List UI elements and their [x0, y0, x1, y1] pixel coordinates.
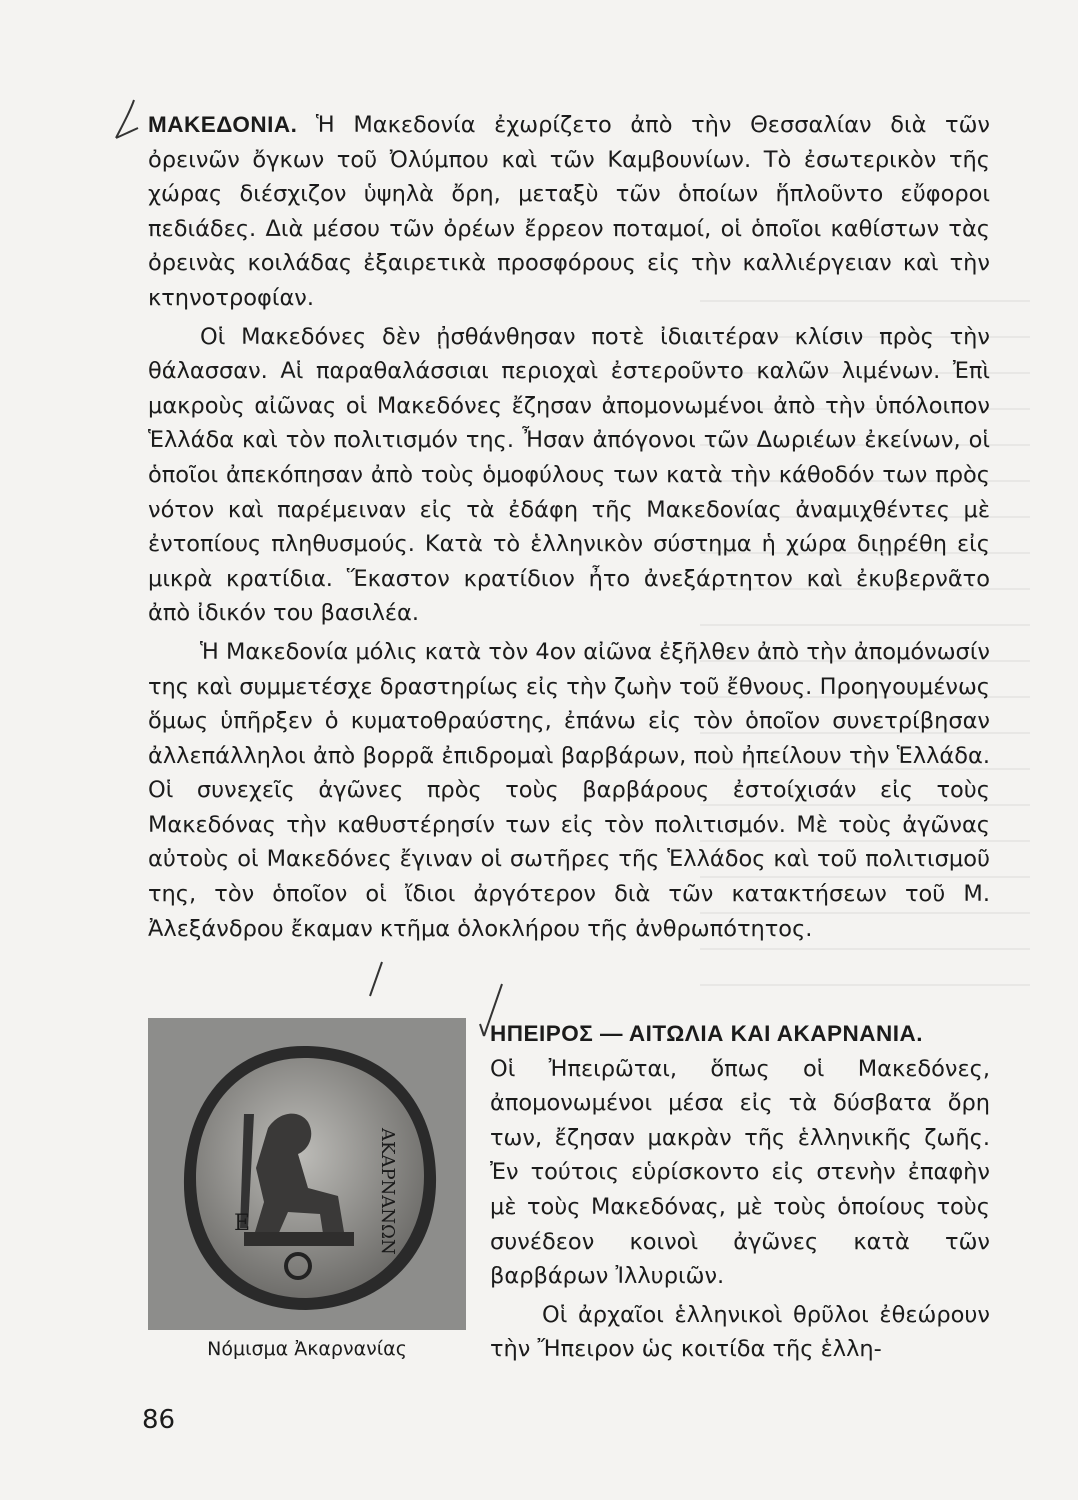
- coin-photo: [148, 1018, 466, 1330]
- epirus-section: [490, 1017, 990, 1371]
- section-heading-macedonia: ΜΑΚΕΔΟΝΙΑ.: [148, 112, 298, 137]
- coin-illustration: [148, 1018, 466, 1330]
- macedonia-paragraph-3: Ἡ Μακεδονία μόλις κατὰ τὸν 4ον αἰῶνα ἐξῆλθεν ἀπὸ τὴν ἀπομόνωσίν της καὶ συμμετέσχε δραστηρίως εἰς τὴν ζωὴν τοῦ ἔθνους. Προηγουμένως ὅμως ὑπῆρξεν ὁ κυματοθραύστης, ἐπάνω εἰς τὸν ὁποῖον συνετρίβησαν ἀλλεπάλληλοι ἀπὸ βορρᾶ ἐπιδρομαὶ βαρβάρων, ποὺ ἠπείλουν τὴν Ἑλλάδα. Οἱ συνεχεῖς ἀγῶνες πρὸς τοὺς βαρβάρους ἐστοίχισάν εἰς τοὺς Μακεδόνας τὴν καθυστέρησίν των εἰς τὸν πολιτισμόν. Μὲ τοὺς ἀγῶνας αὐτοὺς οἱ Μακεδόνες ἔγιναν οἱ σωτῆρες τῆς Ἑλλάδος καὶ τοῦ πολιτισμοῦ της, τὸν ὁποῖον οἱ ἴδιοι ἀργότερον διὰ τῶν κατακτήσεων τοῦ Μ. Ἀλεξάνδρου ἔκαμαν κτῆμα ὁλοκλήρου τῆς ἀνθρωπότητος.: [148, 638, 990, 942]
- paragraph-text: Ἡ Μακεδονία ἐχωρίζετο ἀπὸ τὴν Θεσσαλίαν διὰ τῶν ὀρεινῶν ὄγκων τοῦ Ὀλύμπου καὶ τῶν Καμβουνίων. Τὸ ἐσωτερικὸν τῆς χώρας διέσχιζον ὑψηλὰ ὄρη, μεταξὺ τῶν ὁποίων ἥπλοῦντο εὔφοροι πεδιάδες. Διὰ μέσου τῶν ὀρέων ἔρρεον ποταμοί, οἱ ὁποῖοι καθίστων τὰς ὀρεινὰς κοιλάδας ἐξαιρετικὰ προσφόρους εἰς τὴν καλλιέργειαν καὶ τὴν κτηνοτροφίαν.: [148, 112, 990, 311]
- coin-inscription: ΑΚΑΡΝΑΝΩΝ: [377, 1128, 398, 1255]
- section-heading-epirus: ΗΠΕΙΡΟΣ — ΑΙΤΩΛΙΑ ΚΑΙ ΑΚΑΡΝΑΝΙΑ.: [490, 1021, 923, 1046]
- macedonia-paragraph-2: Οἱ Μακεδόνες δὲν ᾐσθάνθησαν ποτὲ ἰδιαιτέραν κλίσιν πρὸς τὴν θάλασσαν. Αἱ παραθαλάσσιαι περιοχαὶ ἐστεροῦντο καλῶν λιμένων. Ἐπὶ μακροὺς αἰῶνας οἱ Μακεδόνες ἔζησαν ἀπομονωμένοι ἀπὸ τὴν ὑπόλοιπον Ἑλλάδα καὶ τὸν πολιτισμόν της. Ἦσαν ἀπόγονοι τῶν Δωριέων ἐκείνων, οἱ ὁποῖοι ἀπεκόπησαν ἀπὸ τοὺς ὁμοφύλους των κατὰ τὴν κάθοδόν των πρὸς νότον καὶ παρέμειναν εἰς τὰ ἐδάφη τῆς Μακεδονίας ἀναμιχθέντες μὲ ἐντοπίους πληθυσμούς. Κατὰ τὸ ἑλληνικὸν σύστημα ἡ χώρα διῃρέθη εἰς μικρὰ κρατίδια. Ἕκαστον κρατίδιον ἦτο ἀνεξάρτητον καὶ ἐκυβερνᾶτο ἀπὸ ἰδικόν του βασιλέα.: [148, 323, 990, 627]
- page-number: 86: [142, 1405, 176, 1435]
- svg-text:Ε: Ε: [234, 1211, 251, 1236]
- macedonia-section: [148, 108, 990, 950]
- pencil-mark-icon: [112, 98, 142, 142]
- macedonia-paragraph-1: [148, 108, 990, 316]
- epirus-paragraph-1: [490, 1017, 990, 1294]
- epirus-paragraph-2: Οἱ ἀρχαῖοι ἑλληνικοὶ θρῦλοι ἐθεώρουν τὴν Ἤπειρον ὡς κοιτίδα τῆς ἑλλη-: [490, 1301, 990, 1363]
- paragraph-text: Οἱ Ἠπειρῶται, ὅπως οἱ Μακεδόνες, ἀπομονωμένοι μέσα εἰς τὰ δύσβατα ὄρη των, ἔζησαν μακρὰν τῆς ἑλληνικῆς ζωῆς. Ἐν τούτοις εὑρίσκοντο εἰς στενὴν ἐπαφὴν μὲ τοὺς Μακεδόνας, μὲ τοὺς ὁποίους τοὺς συνέδεον κοινοὶ ἀγῶνες κατὰ τῶν βαρβάρων Ἰλλυριῶν.: [490, 1055, 990, 1290]
- figure-caption: Νόμισμα Ἀκαρνανίας: [207, 1338, 407, 1360]
- pencil-mark-icon: [364, 960, 386, 1000]
